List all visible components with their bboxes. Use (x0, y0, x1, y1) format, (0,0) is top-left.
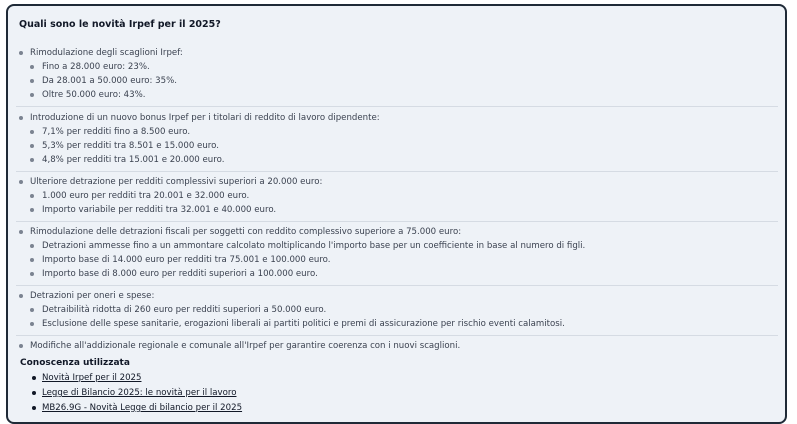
section-heading-text: Rimodulazione degli scaglioni Irpef: (30, 48, 183, 58)
bullet-icon (30, 308, 34, 312)
bullet-icon (19, 116, 23, 120)
list-item-text: Importo base di 8.000 euro per redditi superiori a 100.000 euro. (42, 269, 318, 279)
answer-card (6, 4, 787, 424)
list-item-text: Importo base di 14.000 euro per redditi tra 75.001 e 100.000 euro. (42, 255, 331, 265)
bullet-icon (30, 258, 34, 262)
list-item-text: 1.000 euro per redditi tra 20.001 e 32.000 euro. (42, 191, 250, 201)
divider (16, 106, 778, 107)
bullet-icon (32, 376, 36, 380)
bullet-icon (30, 65, 34, 69)
bullet-icon (32, 391, 36, 395)
section-heading-text: Rimodulazione delle detrazioni fiscali per soggetti con reddito complessivo superiore a 75.000 euro: (30, 227, 462, 237)
section-heading-text: Ulteriore detrazione per redditi complessivi superiori a 20.000 euro: (30, 177, 323, 187)
section-heading-text: Detrazioni per oneri e spese: (30, 291, 155, 301)
list-item-text: Oltre 50.000 euro: 43%. (42, 90, 146, 100)
divider (16, 335, 778, 336)
section-heading-text: Modifiche all'addizionale regionale e comunale all'Irpef per garantire coerenza con i nuovi scaglioni. (30, 341, 461, 351)
bullet-icon (19, 294, 23, 298)
list-item-text: Fino a 28.000 euro: 23%. (42, 62, 150, 72)
divider (16, 285, 778, 286)
list-item-text: Da 28.001 a 50.000 euro: 35%. (42, 76, 178, 86)
bullet-icon (19, 230, 23, 234)
list-item-text: Detraibilità ridotta di 260 euro per redditi superiori a 50.000 euro. (42, 305, 327, 315)
bullet-icon (19, 180, 23, 184)
bullet-icon (30, 194, 34, 198)
list-item-text: Detrazioni ammesse fino a un ammontare calcolato moltiplicando l'importo base per un coefficiente in base al numero di figli. (42, 241, 586, 251)
bullet-icon (19, 344, 23, 348)
knowledge-link[interactable]: Legge di Bilancio 2025: le novità per il lavoro (42, 388, 237, 398)
bullet-icon (30, 144, 34, 148)
bullet-icon (32, 406, 36, 410)
list-item-text: 5,3% per redditi tra 8.501 e 15.000 euro. (42, 141, 219, 151)
bullet-icon (30, 158, 34, 162)
bullet-icon (30, 93, 34, 97)
bullet-icon (19, 51, 23, 55)
section-heading-text: Introduzione di un nuovo bonus Irpef per i titolari di reddito di lavoro dipendente: (30, 113, 380, 123)
list-item-text: 7,1% per redditi fino a 8.500 euro. (42, 127, 191, 137)
knowledge-link[interactable]: MB26.9G - Novità Legge di bilancio per il 2025 (42, 403, 243, 413)
bullet-icon (30, 130, 34, 134)
bullet-icon (30, 208, 34, 212)
knowledge-title: Conoscenza utilizzata (20, 358, 130, 368)
bullet-icon (30, 79, 34, 83)
list-item-text: 4,8% per redditi tra 15.001 e 20.000 euro. (42, 155, 225, 165)
divider (16, 171, 778, 172)
question-title: Quali sono le novità Irpef per il 2025? (19, 19, 221, 30)
list-item-text: Importo variabile per redditi tra 32.001 e 40.000 euro. (42, 205, 277, 215)
divider (16, 221, 778, 222)
bullet-icon (30, 244, 34, 248)
list-item-text: Esclusione delle spese sanitarie, erogazioni liberali ai partiti politici e premi di assicurazione per rischio eventi calamitosi. (42, 319, 565, 329)
bullet-icon (30, 272, 34, 276)
knowledge-link[interactable]: Novità Irpef per il 2025 (42, 373, 142, 383)
bullet-icon (30, 322, 34, 326)
